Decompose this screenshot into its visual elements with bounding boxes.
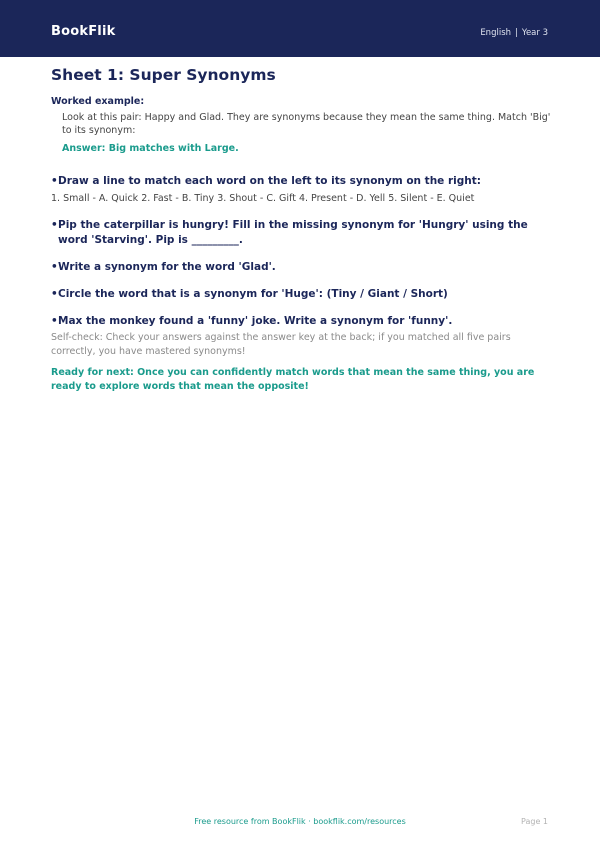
footer-resource-link[interactable]: Free resource from BookFlik · bookflik.com/resources [194,817,406,826]
year-label: Year 3 [521,28,548,38]
matching-pairs-list: 1. Small - A. Quick 2. Fast - B. Tiny 3. Shout - C. Gift 4. Present - D. Yell 5. Silent - E. Quiet [51,193,475,204]
page-header [0,0,600,57]
bullet-icon: • [51,175,58,187]
question-text: Draw a line to match each word on the left to its synonym on the right: [58,175,481,187]
question-1 [51,174,551,189]
header-meta [480,27,548,39]
question-3 [51,260,551,275]
question-text: Max the monkey found a 'funny' joke. Write a synonym for 'funny'. [58,315,453,327]
question-text: Pip the caterpillar is hungry! Fill in the missing synonym for 'Hungry' using the word 'Starving'. Pip is _________. [58,219,528,246]
meta-separator: | [515,28,518,38]
worksheet-content [51,64,551,394]
ready-for-next-note: Ready for next: Once you can confidently match words that mean the same thing, you are ready to explore words that mean the opposite! [51,367,535,392]
brand-logo-text[interactable]: BookFlik [51,24,116,39]
page-number: Page 1 [521,817,548,826]
bullet-icon: • [51,261,58,273]
question-4 [51,287,551,302]
self-check-note: Self-check: Check your answers against the answer key at the back; if you matched all five pairs correctly, you have mastered synonyms! [51,332,511,357]
bullet-icon: • [51,288,58,300]
worked-example-label: Worked example: [51,96,145,107]
question-5 [51,314,551,329]
question-text: Write a synonym for the word 'Glad'. [58,261,276,273]
bullet-icon: • [51,219,58,231]
sheet-title: Sheet 1: Super Synonyms [51,66,276,84]
question-text: Circle the word that is a synonym for 'Huge': (Tiny / Giant / Short) [58,288,448,300]
worked-example-text: Look at this pair: Happy and Glad. They are synonyms because they mean the same thing. Match 'Big' to its synonym: [62,112,551,136]
question-2 [51,218,551,248]
bullet-icon: • [51,315,58,327]
worked-example-answer: Answer: Big matches with Large. [62,143,239,154]
subject-label: English [480,28,512,38]
